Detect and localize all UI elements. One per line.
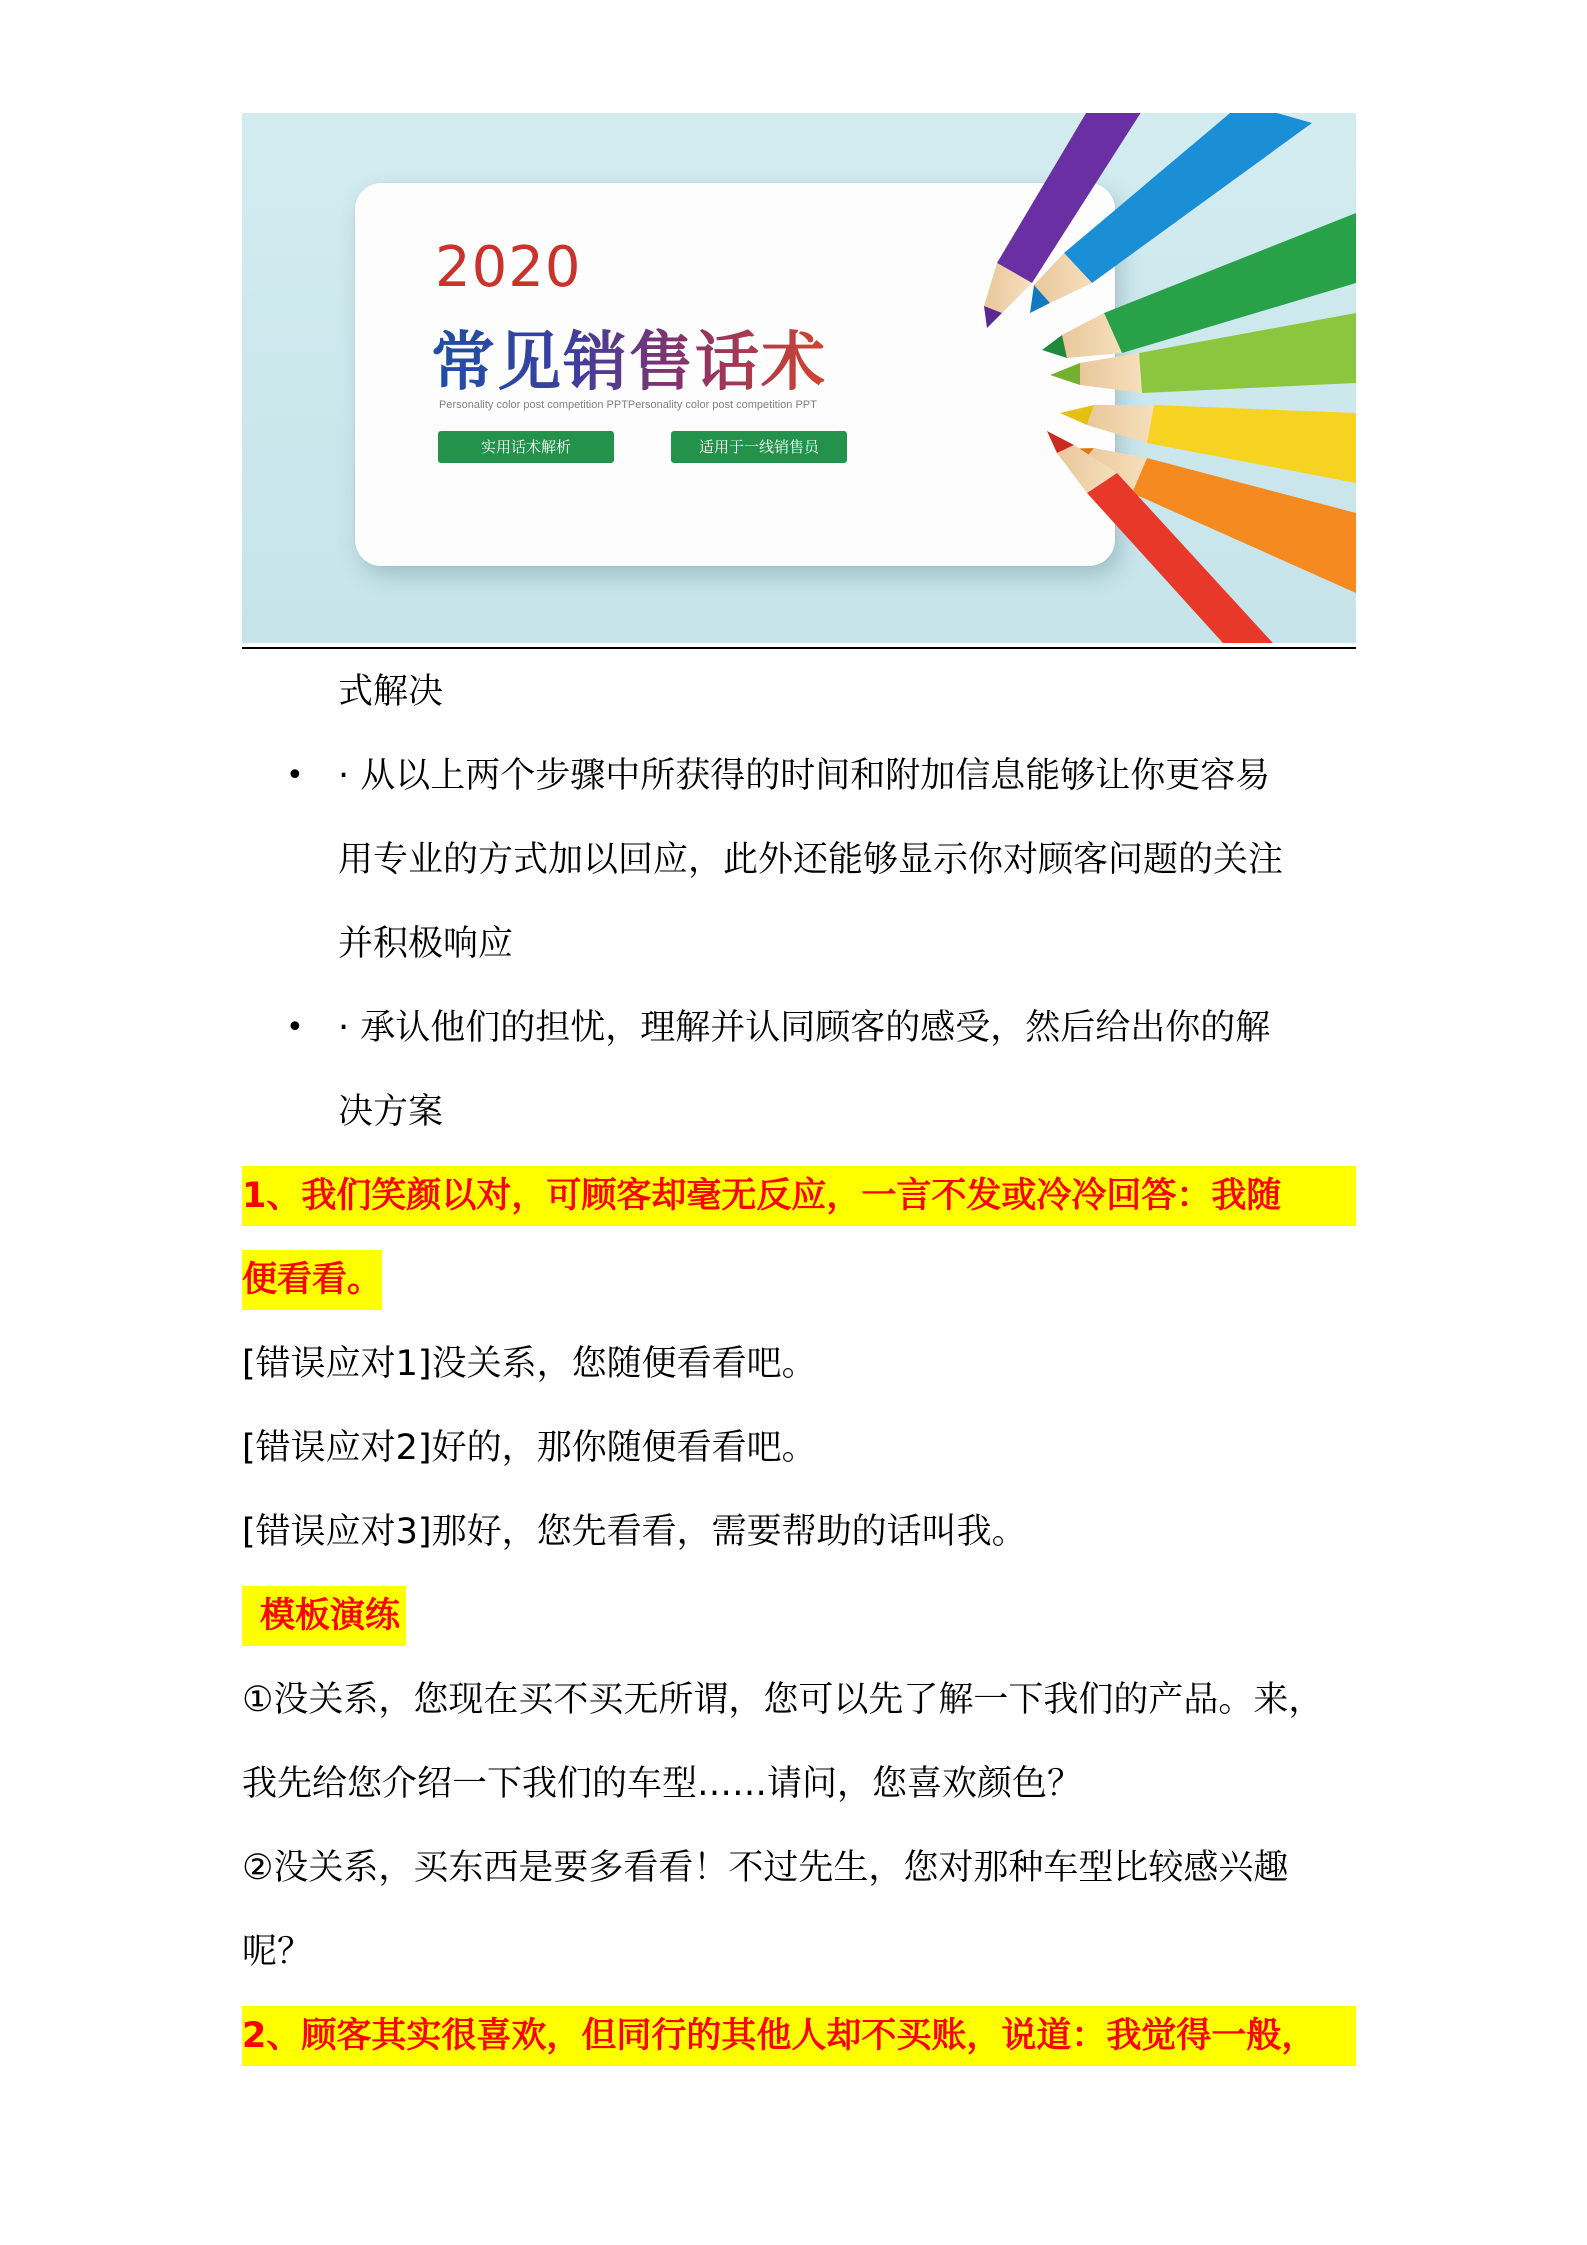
cover-subtitle: Personality color post competition PPTPersonality color post competition PPT	[439, 399, 817, 411]
bullet-marker: •	[286, 1010, 304, 1045]
cover-year: 2020	[435, 235, 582, 300]
section-heading-1-line2: 便看看。	[242, 1250, 382, 1310]
cover-title: 常见销售话术	[431, 311, 827, 403]
bullet1-line2: 用专业的方式加以回应，此外还能够显示你对顾客问题的关注	[338, 840, 1284, 880]
bullet-marker: •	[286, 758, 304, 793]
answer1-line2: 我先给您介绍一下我们的车型……请问，您喜欢颜色？	[242, 1764, 1083, 1804]
answer2-line2: 呢？	[242, 1932, 313, 1972]
wrong-response-2: [错误应对2]好的，那你随便看看吧。	[242, 1428, 817, 1468]
colored-pencils-illustration	[242, 113, 1356, 643]
bullet1-line1: · 从以上两个步骤中所获得的时间和附加信息能够让你更容易	[338, 756, 1271, 796]
answer1-line1: ①没关系，您现在买不买无所谓，您可以先了解一下我们的产品。来，	[242, 1680, 1324, 1720]
banner-divider	[242, 647, 1356, 649]
wrong-response-3: [错误应对3]那好，您先看看，需要帮助的话叫我。	[242, 1512, 1027, 1552]
bullet2-line2: 决方案	[338, 1092, 444, 1132]
wrong-response-1: [错误应对1]没关系，您随便看看吧。	[242, 1344, 817, 1384]
section-heading-2-line1: 2、顾客其实很喜欢，但同行的其他人却不买账，说道：我觉得一般，	[242, 2006, 1356, 2066]
bullet1-line3: 并积极响应	[338, 924, 514, 964]
answer2-line1: ②没关系，买东西是要多看看！不过先生，您对那种车型比较感兴趣	[242, 1848, 1289, 1888]
bullet2-line1: · 承认他们的担忧，理解并认同顾客的感受，然后给出你的解	[338, 1008, 1271, 1048]
section-heading-1-line1: 1、我们笑颜以对，可顾客却毫无反应，一言不发或冷冷回答：我随	[242, 1166, 1356, 1226]
paragraph-continuation: 式解决	[338, 672, 444, 712]
cover-tag-analysis: 实用话术解析	[438, 431, 614, 463]
cover-tag-audience: 适用于一线销售员	[671, 431, 847, 463]
cover-banner-image	[242, 113, 1356, 643]
template-practice-label: 模板演练	[242, 1586, 406, 1646]
